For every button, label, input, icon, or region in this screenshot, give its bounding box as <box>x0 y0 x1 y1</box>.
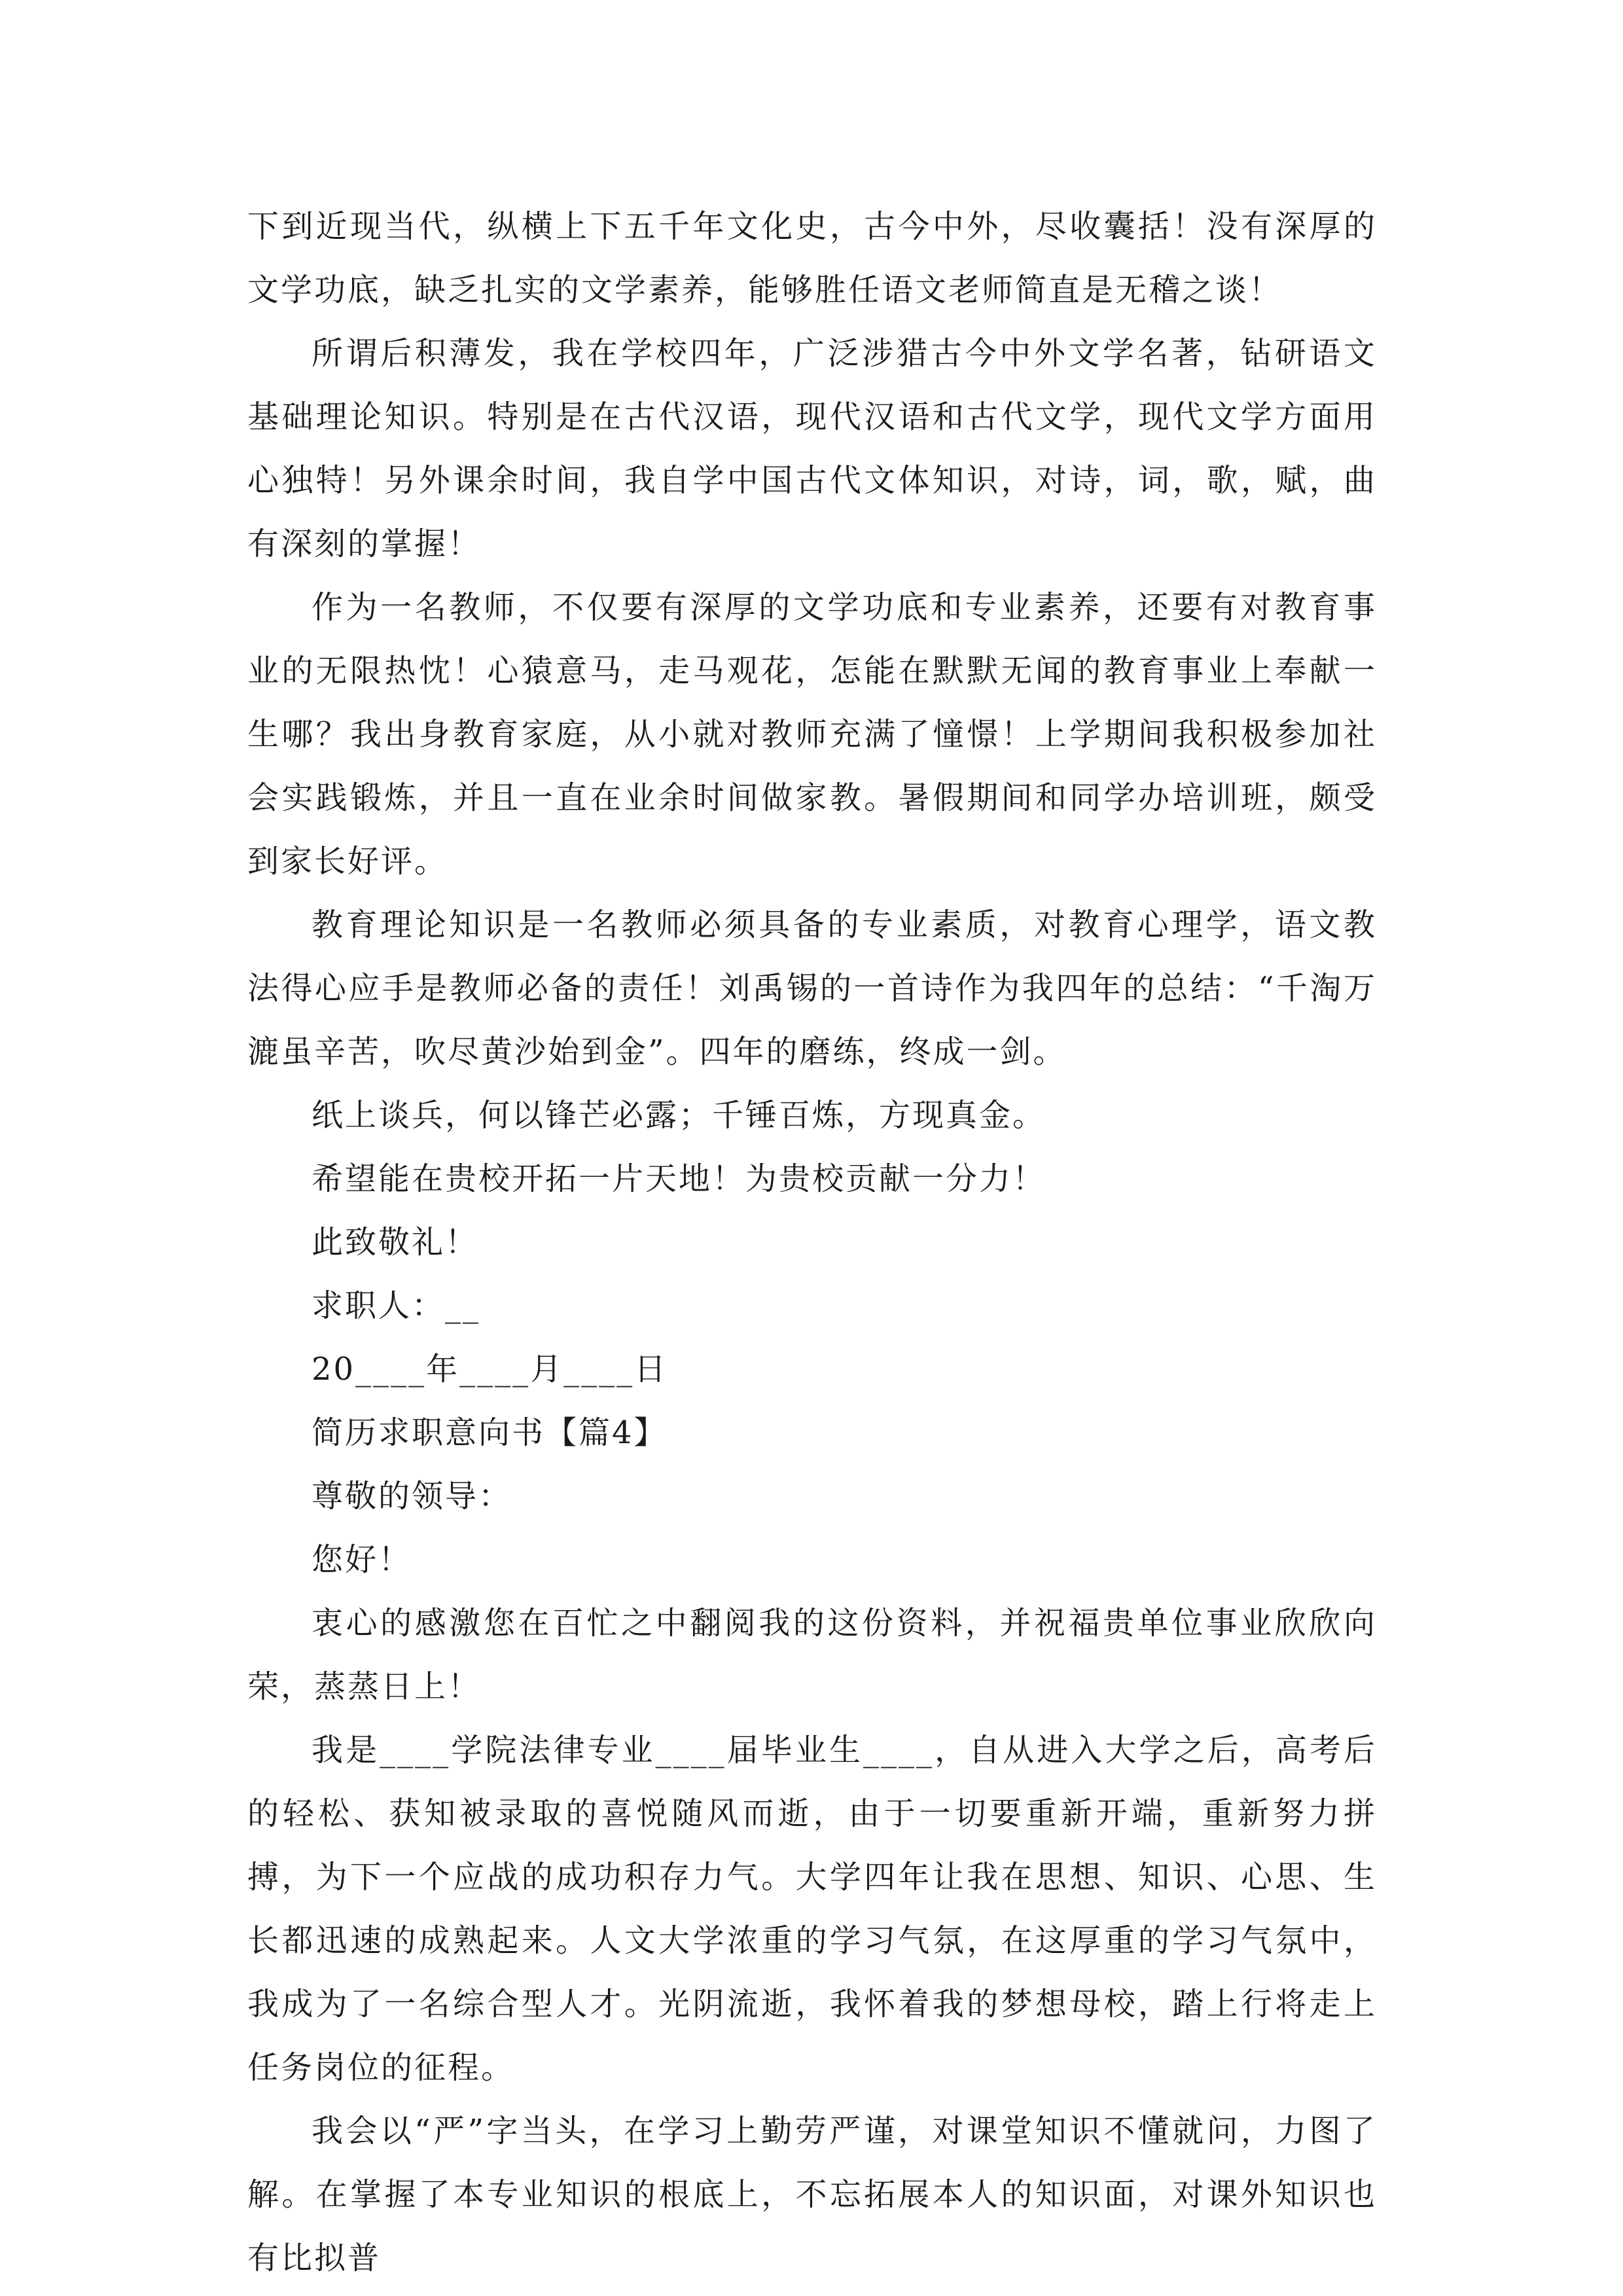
date-line: 20____年____月____日 <box>312 1351 668 1388</box>
page-body <box>247 195 1377 2290</box>
paragraph-attitude: 我会以“严”字当头，在学习上勤劳严谨，对课堂知识不懂就问，力图了解。在掌握了本专业知识的根底上，不忘拓展本人的知识面，对课外知识也有比拟普 <box>247 2113 1377 2276</box>
paragraph-passion: 作为一名教师，不仅要有深厚的文学功底和专业素养，还要有对教育事业的无限热忱！心猿意马，走马观花，怎能在默默无闻的教育事业上奉献一生哪？我出身教育家庭，从小就对教师充满了憧憬！上学期间我积极参加社会实践锻炼，并且一直在业余时间做家教。暑假期间和同学办培训班，颇受到家长好评。 <box>247 589 1377 880</box>
closing-salutation: 此致敬礼！ <box>312 1224 479 1261</box>
applicant-signature: 求职人：__ <box>312 1287 481 1324</box>
paragraph-theory: 教育理论知识是一名教师必须具备的专业素质，对教育心理学，语文教法得心应手是教师必备的责任！刘禹锡的一首诗作为我四年的总结：“千淘万漉虽辛苦，吹尽黄沙始到金”。四年的磨练，终成一剑。 <box>247 906 1377 1070</box>
paragraph-hope: 希望能在贵校开拓一片天地！为贵校贡献一分力！ <box>312 1160 1046 1197</box>
section-heading: 简历求职意向书【篇4】 <box>312 1414 668 1451</box>
paragraph-motto: 纸上谈兵，何以锋芒必露；千锤百炼，方现真金。 <box>312 1097 1046 1134</box>
greeting-hello: 您好！ <box>312 1541 412 1578</box>
paragraph-continuation: 下到近现当代，纵横上下五千年文化史，古今中外，尽收囊括！没有深厚的文学功底，缺乏扎实的文学素养，能够胜任语文老师简直是无稽之谈！ <box>247 208 1377 308</box>
paragraph-study: 所谓后积薄发，我在学校四年，广泛涉猎古今中外文学名著，钻研语文基础理论知识。特别是在古代汉语，现代汉语和古代文学，现代文学方面用心独特！另外课余时间，我自学中国古代文体知识，对诗，词，歌，赋，曲有深刻的掌握！ <box>247 335 1377 562</box>
paragraph-introduction: 我是____学院法律专业____届毕业生____，自从进入大学之后，高考后的轻松、获知被录取的喜悦随风而逝，由于一切要重新开端，重新努力拼搏，为下一个应战的成功积存力气。大学四年让我在思想、知识、心思、生长都迅速的成熟起来。人文大学浓重的学习气氛，在这厚重的学习气氛中，我成为了一名综合型人才。光阴流逝，我怀着我的梦想母校，踏上行将走上任务岗位的征程。 <box>247 1732 1377 2086</box>
paragraph-thanks: 衷心的感激您在百忙之中翻阅我的这份资料，并祝福贵单位事业欣欣向荣，蒸蒸日上！ <box>247 1605 1377 1705</box>
greeting-recipient: 尊敬的领导： <box>312 1478 512 1515</box>
